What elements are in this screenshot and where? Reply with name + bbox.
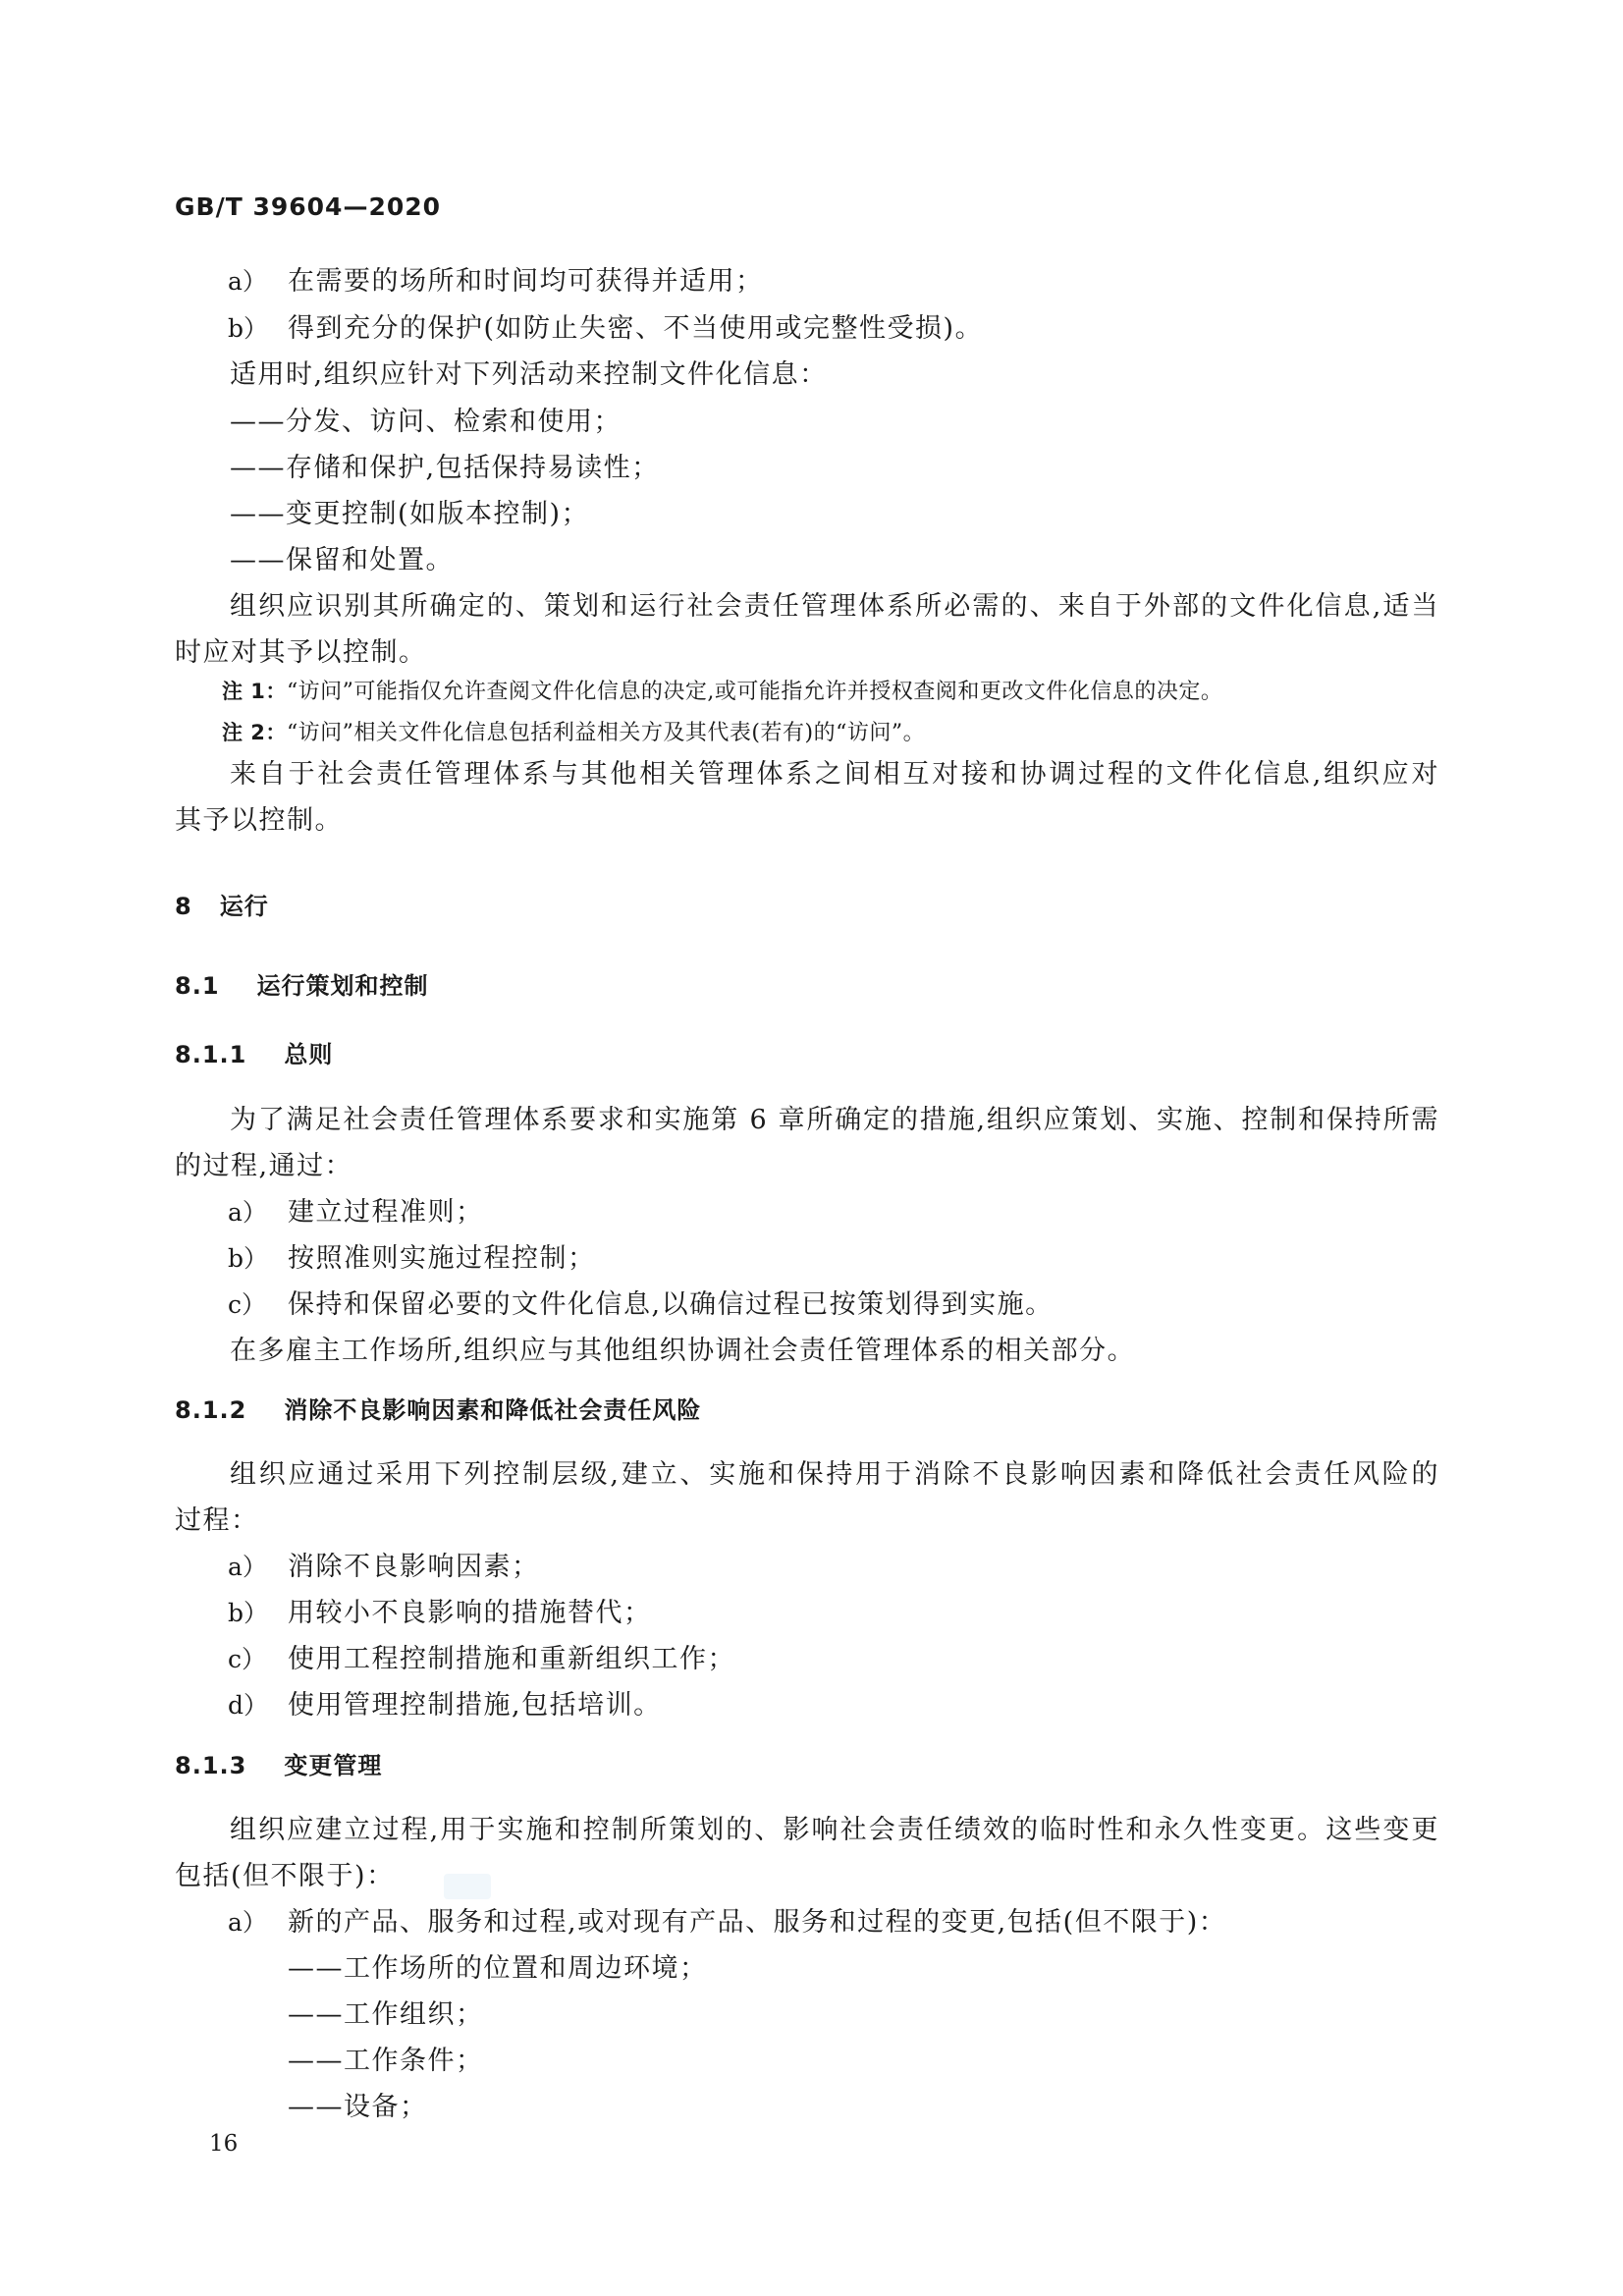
- list-item: 在需要的场所和时间均可获得并适用；: [288, 266, 764, 297]
- list-item: 保持和保留必要的文件化信息,以确信过程已按策划得到实施。: [288, 1289, 1054, 1320]
- paragraph-line: 组织应识别其所确定的、策划和运行社会责任管理体系所必需的、来自于外部的文件化信息,适当: [230, 591, 1439, 622]
- note-label: 注 2：: [222, 721, 287, 744]
- section-title: 运行策划和控制: [256, 972, 429, 1000]
- list-item: 建立过程准则；: [288, 1197, 484, 1228]
- note-text: “访问”相关文件化信息包括利益相关方及其代表(若有)的“访问”。: [286, 721, 926, 745]
- intro-line: 适用时,组织应针对下列活动来控制文件化信息：: [230, 359, 828, 390]
- section-heading-8-1-3: [175, 1750, 382, 1781]
- dash-item: ——工作组织；: [288, 1999, 484, 2030]
- paragraph-line: 包括(但不限于)：: [175, 1861, 395, 1891]
- list-marker: c）: [228, 1645, 267, 1673]
- section-number: 8.1.3: [175, 1752, 247, 1779]
- paragraph-line: 组织应通过采用下列控制层级,建立、实施和保持用于消除不良影响因素和降低社会责任风险的: [230, 1459, 1439, 1490]
- list-marker: a）: [228, 1553, 267, 1581]
- paragraph-line: 过程：: [175, 1505, 259, 1536]
- dash-item: ——变更控制(如版本控制)；: [230, 499, 590, 529]
- section-number: 8.1.1: [175, 1041, 247, 1068]
- list-marker: b）: [228, 1599, 269, 1627]
- paragraph-line: 时应对其予以控制。: [175, 637, 427, 668]
- section-number: 8.1: [175, 972, 220, 1000]
- paragraph-line: 组织应建立过程,用于实施和控制所策划的、影响社会责任绩效的临时性和永久性变更。这些变更: [230, 1815, 1439, 1845]
- section-heading-8-1-2: [175, 1394, 701, 1426]
- paragraph-line: 为了满足社会责任管理体系要求和实施第 6 章所确定的措施,组织应策划、实施、控制和保持所需: [230, 1105, 1439, 1135]
- page-number: 16: [209, 2131, 239, 2157]
- note-label: 注 1：: [222, 680, 287, 703]
- dash-item: ——保留和处置。: [230, 545, 454, 575]
- list-marker: d）: [228, 1691, 269, 1720]
- section-heading-8: [175, 891, 269, 922]
- list-marker: a）: [228, 267, 267, 296]
- paragraph-line: 的过程,通过：: [175, 1151, 353, 1181]
- section-title: 运行: [219, 893, 269, 920]
- list-marker: b）: [228, 1244, 269, 1273]
- list-item: 使用管理控制措施,包括培训。: [288, 1690, 662, 1721]
- list-item: 使用工程控制措施和重新组织工作；: [288, 1644, 735, 1674]
- section-title: 总则: [284, 1041, 334, 1068]
- list-item: 得到充分的保护(如防止失密、不当使用或完整性受损)。: [288, 313, 984, 344]
- list-marker: b）: [228, 314, 269, 343]
- list-marker: a）: [228, 1908, 267, 1937]
- section-heading-8-1-1: [175, 1039, 333, 1070]
- dash-item: ——存储和保护,包括保持易读性；: [230, 453, 660, 483]
- section-title: 变更管理: [284, 1752, 383, 1779]
- list-marker: c）: [228, 1290, 267, 1319]
- section-heading-8-1: [175, 970, 429, 1002]
- note-2: [222, 719, 925, 747]
- paragraph-line: 其予以控制。: [175, 805, 343, 836]
- list-item: 按照准则实施过程控制；: [288, 1243, 596, 1274]
- dash-item: ——分发、访问、检索和使用；: [230, 407, 622, 437]
- dash-item: ——设备；: [288, 2092, 428, 2122]
- list-item: 用较小不良影响的措施替代；: [288, 1598, 652, 1628]
- paragraph-line: 来自于社会责任管理体系与其他相关管理体系之间相互对接和协调过程的文件化信息,组织应对: [230, 759, 1439, 790]
- section-title: 消除不良影响因素和降低社会责任风险: [284, 1396, 702, 1424]
- list-marker: a）: [228, 1198, 267, 1227]
- note-1: [222, 678, 1222, 706]
- standard-code-header: GB/T 39604—2020: [175, 192, 442, 221]
- dash-item: ——工作条件；: [288, 2046, 484, 2076]
- watermark-logo: [444, 1874, 491, 1899]
- paragraph-line: 在多雇主工作场所,组织应与其他组织协调社会责任管理体系的相关部分。: [230, 1336, 1136, 1366]
- note-text: “访问”可能指仅允许查阅文件化信息的决定,或可能指允许并授权查阅和更改文件化信息的决定。: [286, 680, 1223, 704]
- section-number: 8: [175, 893, 192, 920]
- section-number: 8.1.2: [175, 1396, 247, 1424]
- list-item: 新的产品、服务和过程,或对现有产品、服务和过程的变更,包括(但不限于)：: [288, 1907, 1227, 1938]
- list-item: 消除不良影响因素；: [288, 1552, 540, 1582]
- dash-item: ——工作场所的位置和周边环境；: [288, 1953, 708, 1984]
